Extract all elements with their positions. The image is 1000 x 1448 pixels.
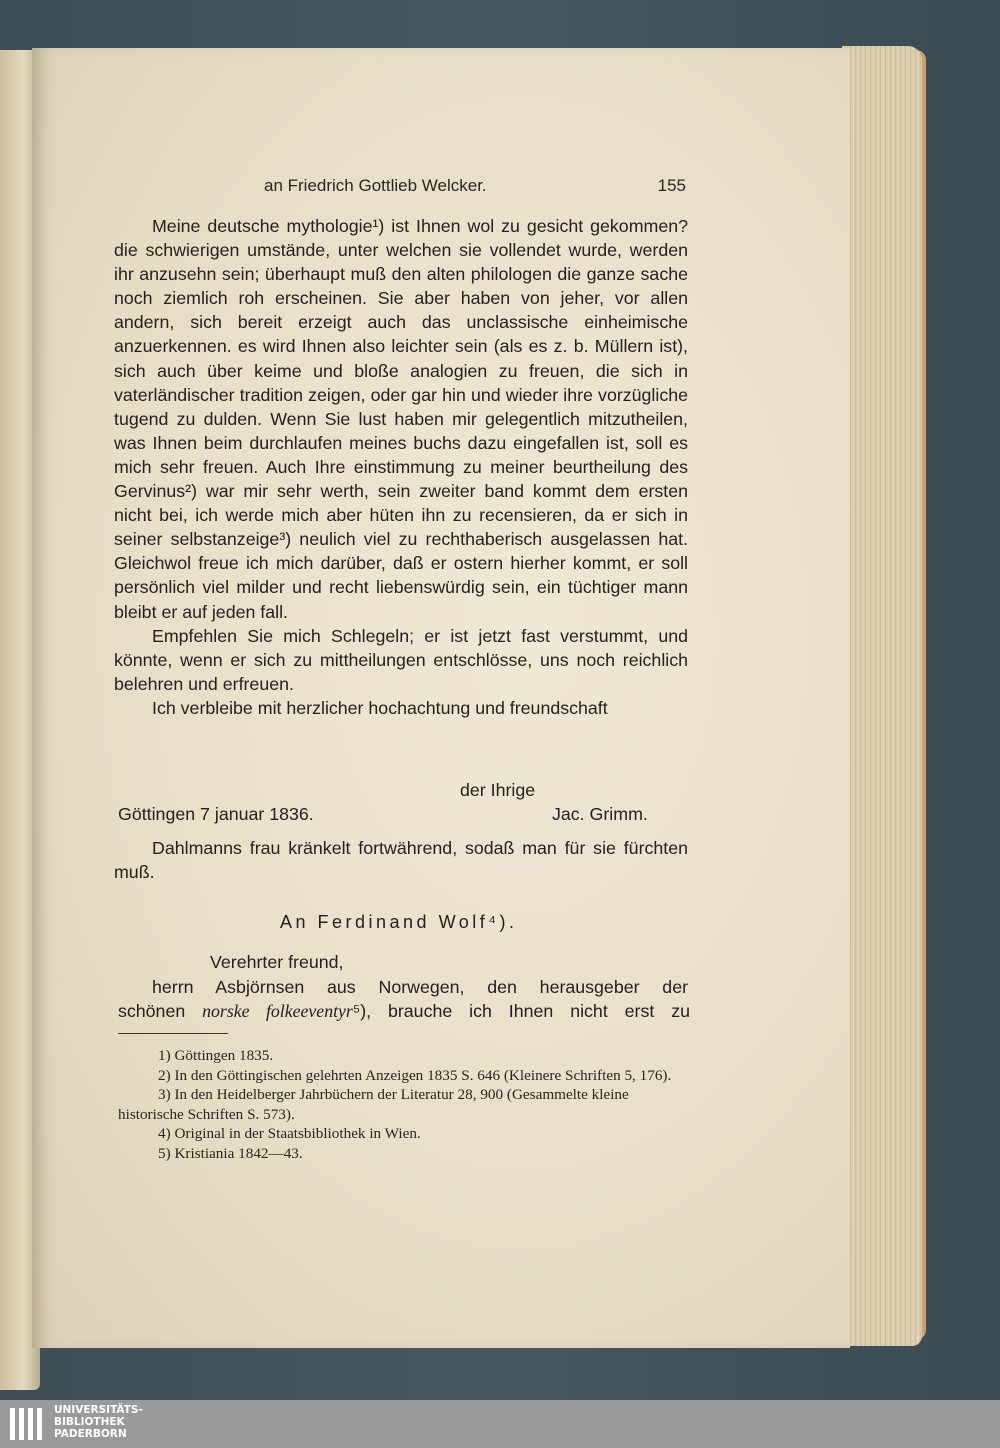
footnote-1: 1) Göttingen 1835. (158, 1047, 274, 1064)
footnote-rule (118, 1033, 228, 1034)
letter-heading: An Ferdinand Wolf⁴). (280, 912, 518, 932)
logo-line-2: BIBLIOTHEK (54, 1416, 125, 1428)
footnotes (118, 1046, 690, 1163)
opening-line-1: herrn Asbjörnsen aus Norwegen, den herausgeber der (152, 977, 688, 997)
library-logo-text (54, 1404, 143, 1440)
footnote-4: 4) Original in der Staatsbibliothek in Wien. (158, 1125, 421, 1142)
signature: Jac. Grimm. (552, 804, 648, 824)
valediction: der Ihrige (460, 780, 536, 800)
paragraph-2: Empfehlen Sie mich Schlegeln; er ist jetzt fast verstummt, und könnte, wenn er sich zu mittheilungen entschlösse, uns noch reichlich belehren und erfreuen. (114, 625, 688, 694)
paragraph-3: Ich verbleibe mit herzlicher hochachtung und freundschaft (152, 697, 608, 718)
page-number: 155 (657, 176, 686, 195)
place-date: Göttingen 7 januar 1836. (118, 804, 314, 824)
running-head-title: an Friedrich Gottlieb Welcker. (264, 176, 487, 195)
opening-line-2-post: ⁵), brauche ich Ihnen nicht erst zu (352, 1001, 690, 1021)
postscript: Dahlmanns frau kränkelt fortwährend, sodaß man für sie fürchten muß. (114, 838, 688, 882)
library-logo-icon (8, 1404, 48, 1444)
footer-bar (0, 1400, 1000, 1448)
paragraph-1: Meine deutsche mythologie¹) ist Ihnen wol zu gesicht gekommen? die schwierigen umstände, unter welchen sie vollendet wurde, werden ihr anzusehn sein; überhaupt muß den alten philologen die ganze sache noch ziemlich roh erscheinen. Sie aber haben von jeher, vor allen andern, sich bereit erzeigt auch das unclassische einheimische anzuerkennen. es wird Ihnen also leichter sein (als es z. b. Müllern ist), sich auch über keime und bloße analogien zu freuen, die sich in vaterländischer tradition zeigen, oder gar hin und wieder ihre vorzügliche tugend zu dulden. Wenn Sie lust haben mir gelegentlich mitzutheilen, was Ihnen beim durchlaufen meines buchs dazu eingefallen ist, soll es mich sehr freuen. Auch Ihre einstimmung zu meiner beurtheilung des Gervinus²) war mir sehr werth, sein zweiter band kommt dem ersten nicht bei, ich werde mich aber hüten ihn zu recensieren, da er sich in seiner selbstanzeige³) neulich viel zu rechthaberisch ausgelassen hat. Gleichwol freue ich mich darüber, daß er ostern hierher kommt, er soll persönlich viel milder und recht liebenswürdig sein, ein tüchtiger mann bleibt er auf jeden fall. (114, 216, 688, 622)
opening-line-2 (118, 1001, 690, 1022)
book-title-italic: norske folkeeventyr (202, 1001, 353, 1021)
opening-line-2-pre: schönen (118, 1001, 203, 1021)
letter-body (114, 214, 688, 720)
page-block-edge (842, 46, 922, 1346)
logo-line-1: UNIVERSITÄTS- (54, 1404, 143, 1416)
footnote-5: 5) Kristiania 1842—43. (158, 1144, 303, 1162)
footnote-2: 2) In den Göttingischen gelehrten Anzeigen 1835 S. 646 (Kleinere Schriften 5, 176). (158, 1066, 672, 1084)
salutation: Verehrter freund, (210, 952, 344, 972)
footnote-3: 3) In den Heidelberger Jahrbüchern der Literatur 28, 900 (Gesammelte kleine historische Schriften S. 573). (118, 1086, 629, 1123)
logo-line-3: PADERBORN (54, 1428, 127, 1440)
